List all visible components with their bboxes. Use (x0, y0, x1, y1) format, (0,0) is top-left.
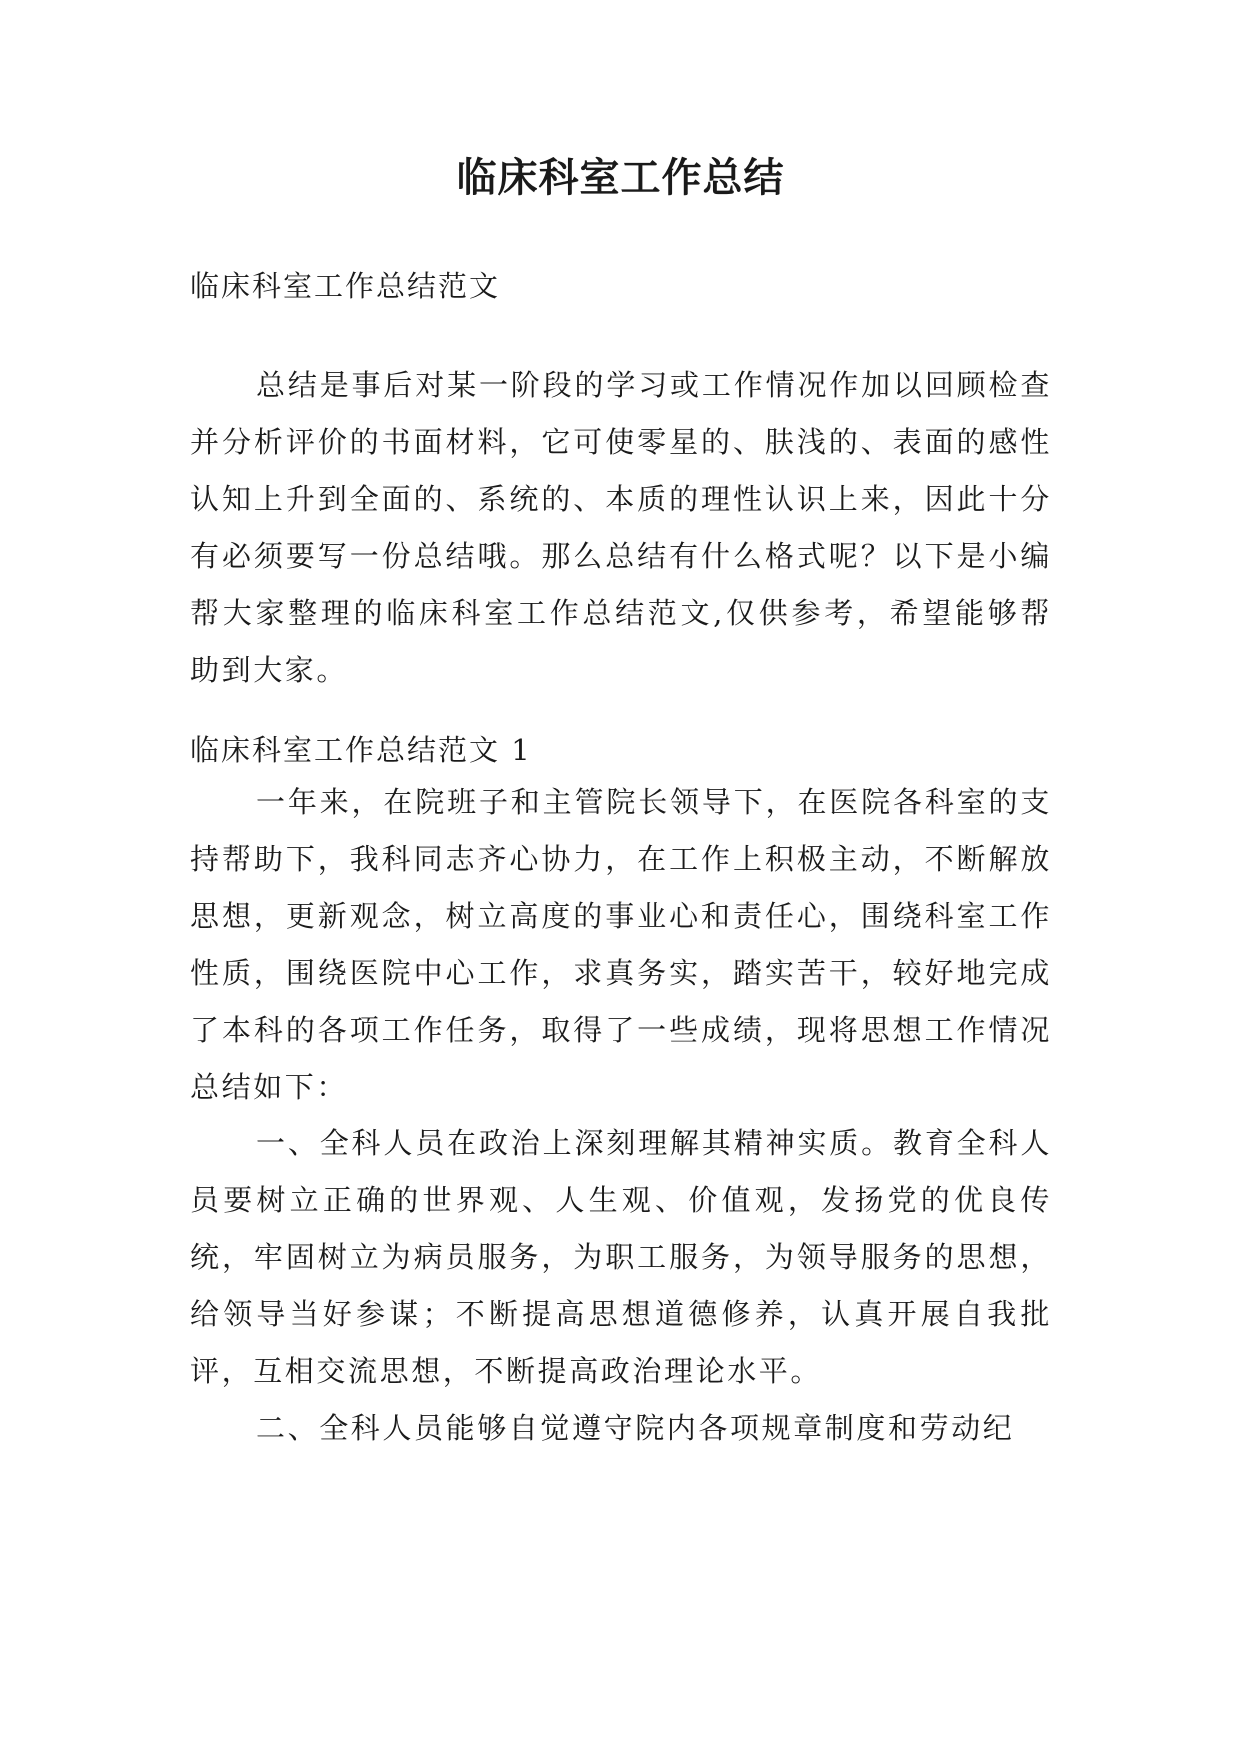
section-heading-1: 临床科室工作总结范文 1 (190, 733, 532, 767)
document-title: 临床科室工作总结 (456, 155, 785, 201)
section-1-paragraph-2: 一、全科人员在政治上深刻理解其精神实质。教育全科人员要树立正确的世界观、人生观、价值观，发扬党的优良传统，牢固树立为病员服务，为职工服务，为领导服务的思想，给领导当好参谋；不断提高思想道德修养，认真开展自我批评，互相交流思想，不断提高政治理论水平。 (190, 1126, 1052, 1388)
document-subtitle: 临床科室工作总结范文 (190, 269, 501, 303)
intro-paragraph: 总结是事后对某一阶段的学习或工作情况作加以回顾检查并分析评价的书面材料，它可使零星的、肤浅的、表面的感性认知上升到全面的、系统的、本质的理性认识上来，因此十分有必须要写一份总结哦。那么总结有什么格式呢？以下是小编帮大家整理的临床科室工作总结范文,仅供参考，希望能够帮助到大家。 (190, 368, 1052, 687)
section-1-paragraph-1: 一年来，在院班子和主管院长领导下，在医院各科室的支持帮助下，我科同志齐心协力，在工作上积极主动，不断解放思想，更新观念，树立高度的事业心和责任心，围绕科室工作性质，围绕医院中心工作，求真务实，踏实苦干，较好地完成了本科的各项工作任务，取得了一些成绩，现将思想工作情况总结如下： (190, 785, 1052, 1104)
section-1-paragraph-3: 二、全科人员能够自觉遵守院内各项规章制度和劳动纪 (256, 1411, 1015, 1445)
